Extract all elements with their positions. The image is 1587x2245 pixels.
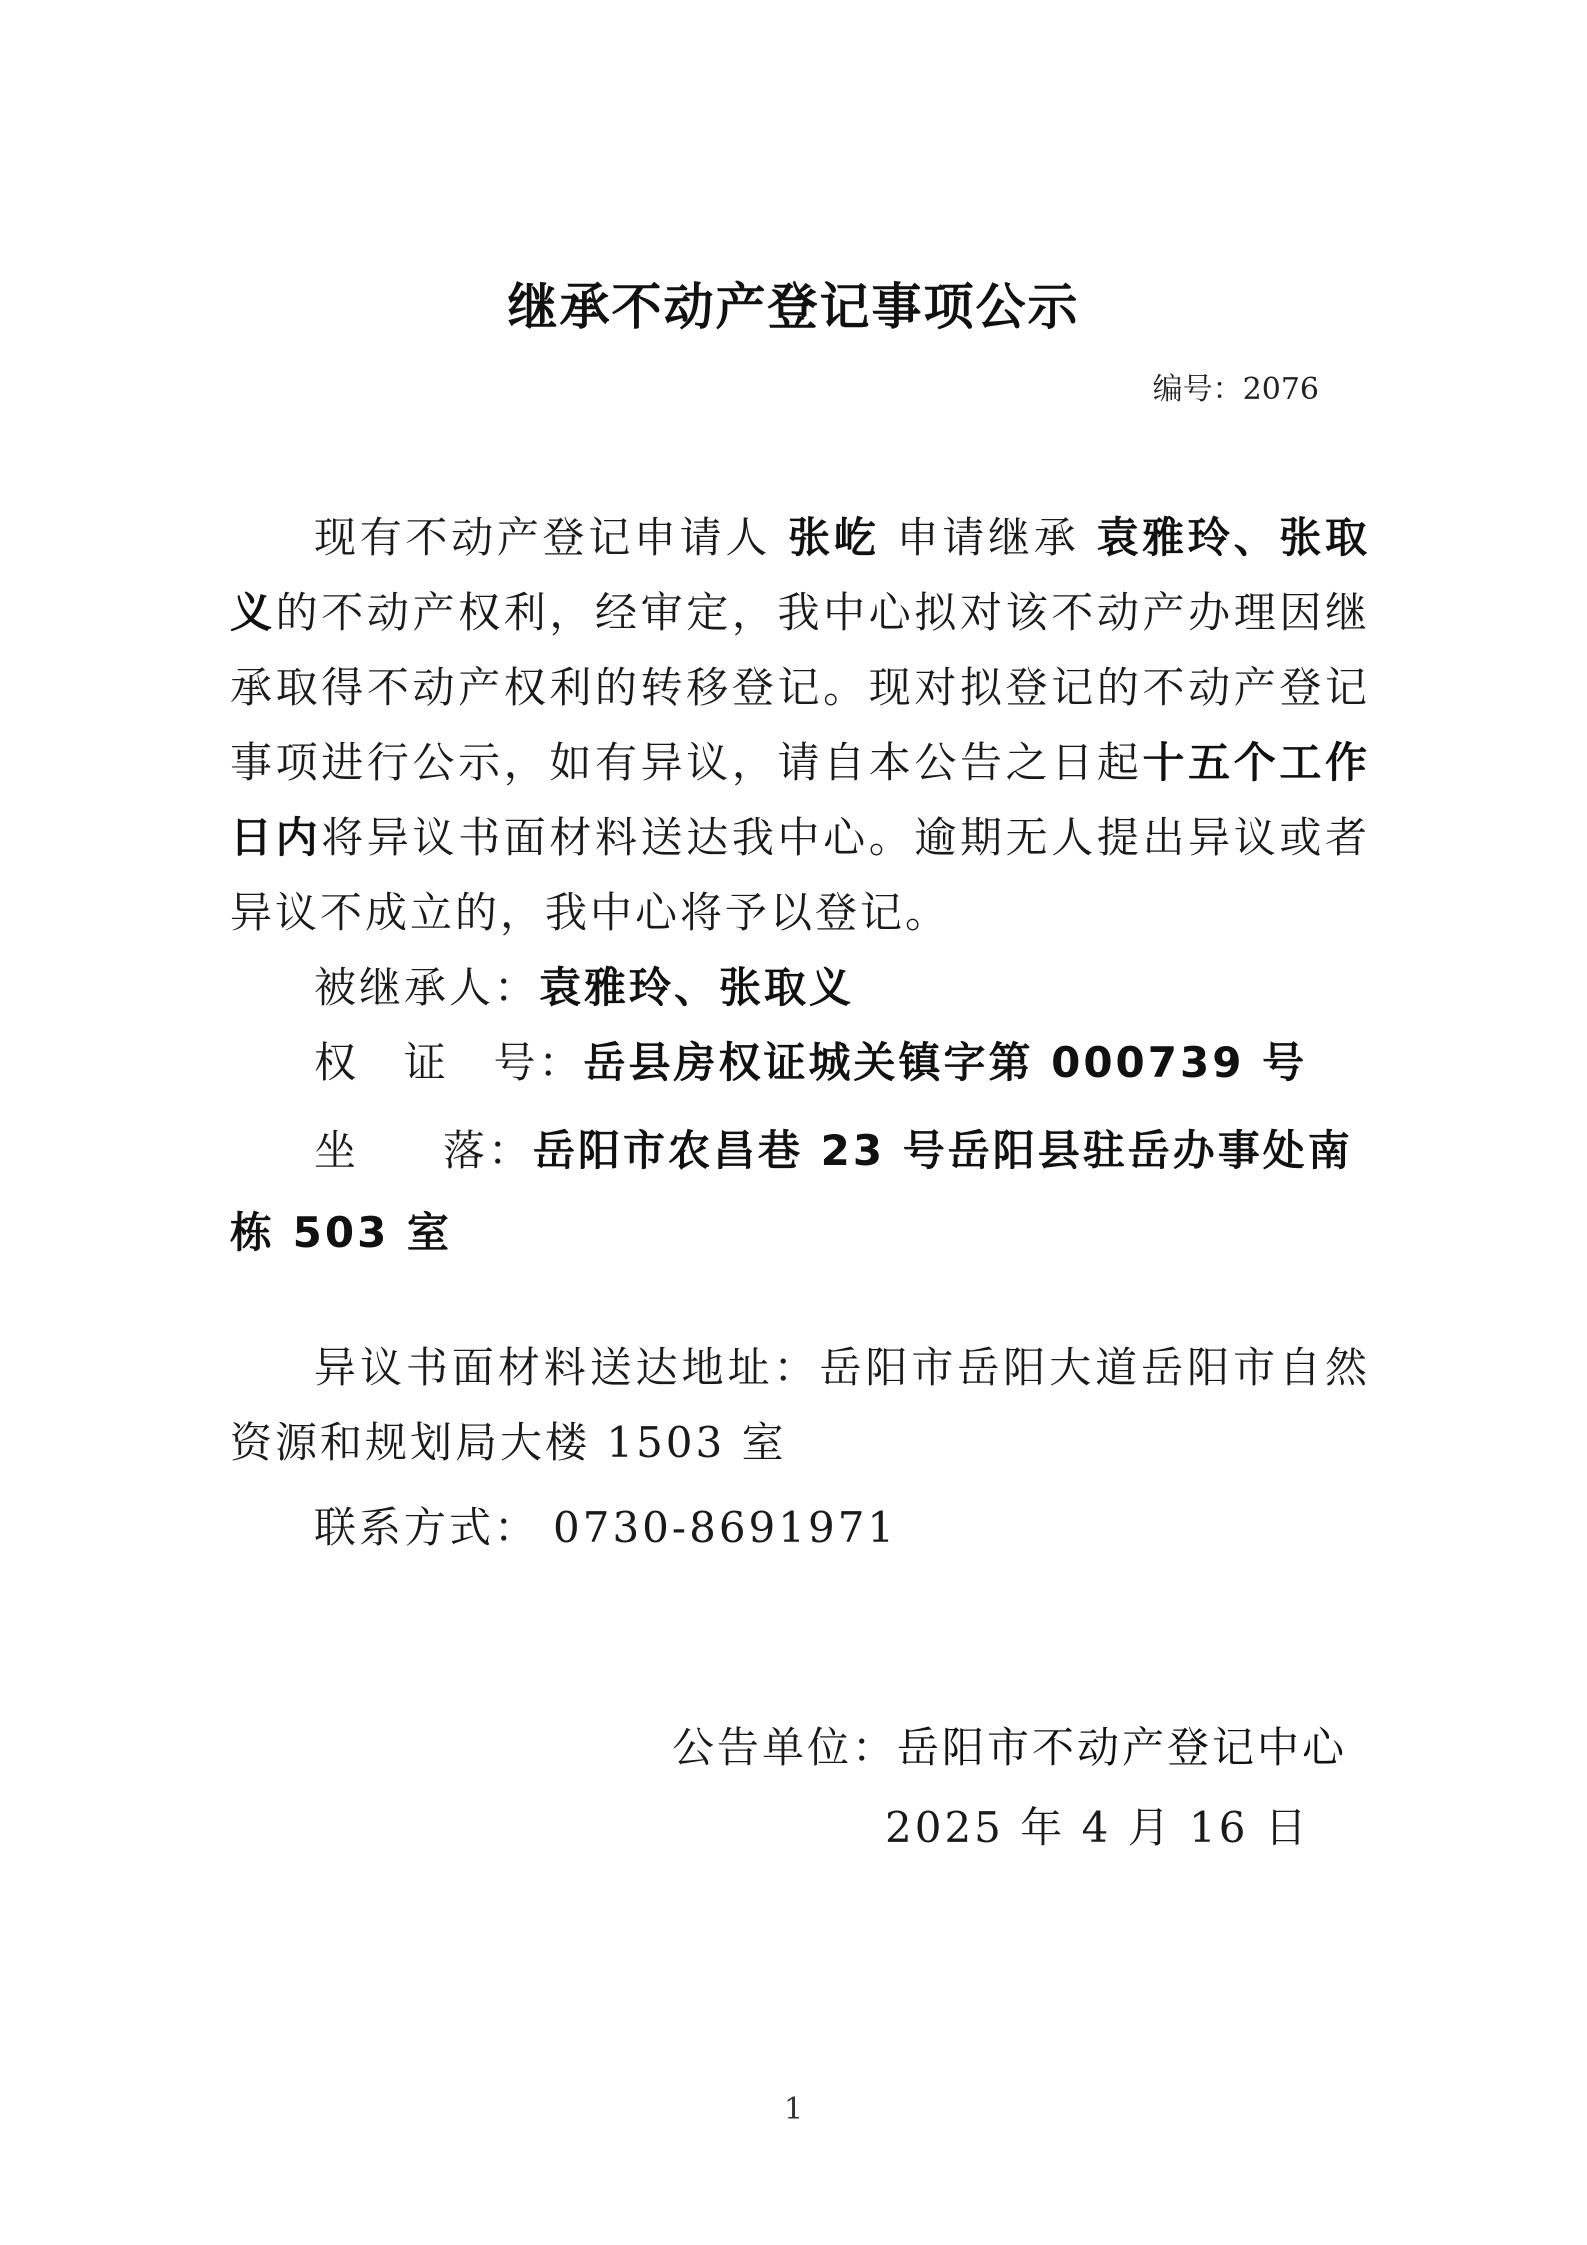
notice-date: 2025 年 4 月 16 日 xyxy=(885,1803,1310,1852)
location-label-2: 落： xyxy=(443,1126,534,1175)
notice-title: 继承不动产登记事项公示 xyxy=(507,278,1080,336)
objection-deadline: 十五个工作日内 xyxy=(230,738,1370,862)
heirs-value: 袁雅玲、张取义 xyxy=(539,963,855,1012)
issuer-row xyxy=(672,1710,1347,1785)
paragraph-part-1: 现有不动产登记申请人 xyxy=(314,513,789,562)
document-number: 编号：2076 xyxy=(1152,372,1319,407)
contact-row xyxy=(230,1490,897,1565)
property-location: 岳阳市农昌巷 23 号岳阳县驻岳办事处南栋 503 室 xyxy=(230,1126,1353,1257)
heirs-row xyxy=(230,950,854,1025)
certificate-number: 岳县房权证城关镇字第 000739 号 xyxy=(583,1038,1308,1087)
decedent-names: 袁雅玲、张取义 xyxy=(230,513,1370,637)
notice-paragraph xyxy=(230,500,1370,950)
objection-address-text: 异议书面材料送达地址：岳阳市岳阳大道岳阳市自然资源和规划局大楼 1503 室 xyxy=(230,1343,1370,1467)
cert-label-2: 证 xyxy=(403,1038,449,1087)
paragraph-part-2: 申请继承 xyxy=(879,513,1097,562)
cert-label-1: 权 xyxy=(314,1038,360,1087)
issuer-label: 公告单位： xyxy=(671,1723,897,1772)
paragraph-part-4: 将异议书面材料送达我中心。逾期无人提出异议或者异议不成立的，我中心将予以登记。 xyxy=(230,813,1370,937)
heirs-label: 被继承人： xyxy=(314,963,540,1012)
paragraph-part-3: 的不动产权利，经审定，我中心拟对该不动产办理因继承取得不动产权利的转移登记。现对拟登记的不动产登记事项进行公示，如有异议，请自本公告之日起 xyxy=(230,588,1370,787)
cert-label-3: 号： xyxy=(493,1038,584,1087)
location-row xyxy=(230,1110,1370,1274)
objection-address xyxy=(230,1330,1370,1480)
location-label-1: 坐 xyxy=(314,1126,360,1175)
contact-phone: 0730-8691971 xyxy=(553,1503,898,1552)
notice-body xyxy=(230,500,1370,950)
page-number: 1 xyxy=(783,2092,804,2127)
contact-label: 联系方式： xyxy=(314,1503,540,1552)
issuer-name: 岳阳市不动产登记中心 xyxy=(896,1723,1347,1772)
certificate-row xyxy=(230,1025,1307,1100)
applicant-name: 张屹 xyxy=(788,513,880,562)
